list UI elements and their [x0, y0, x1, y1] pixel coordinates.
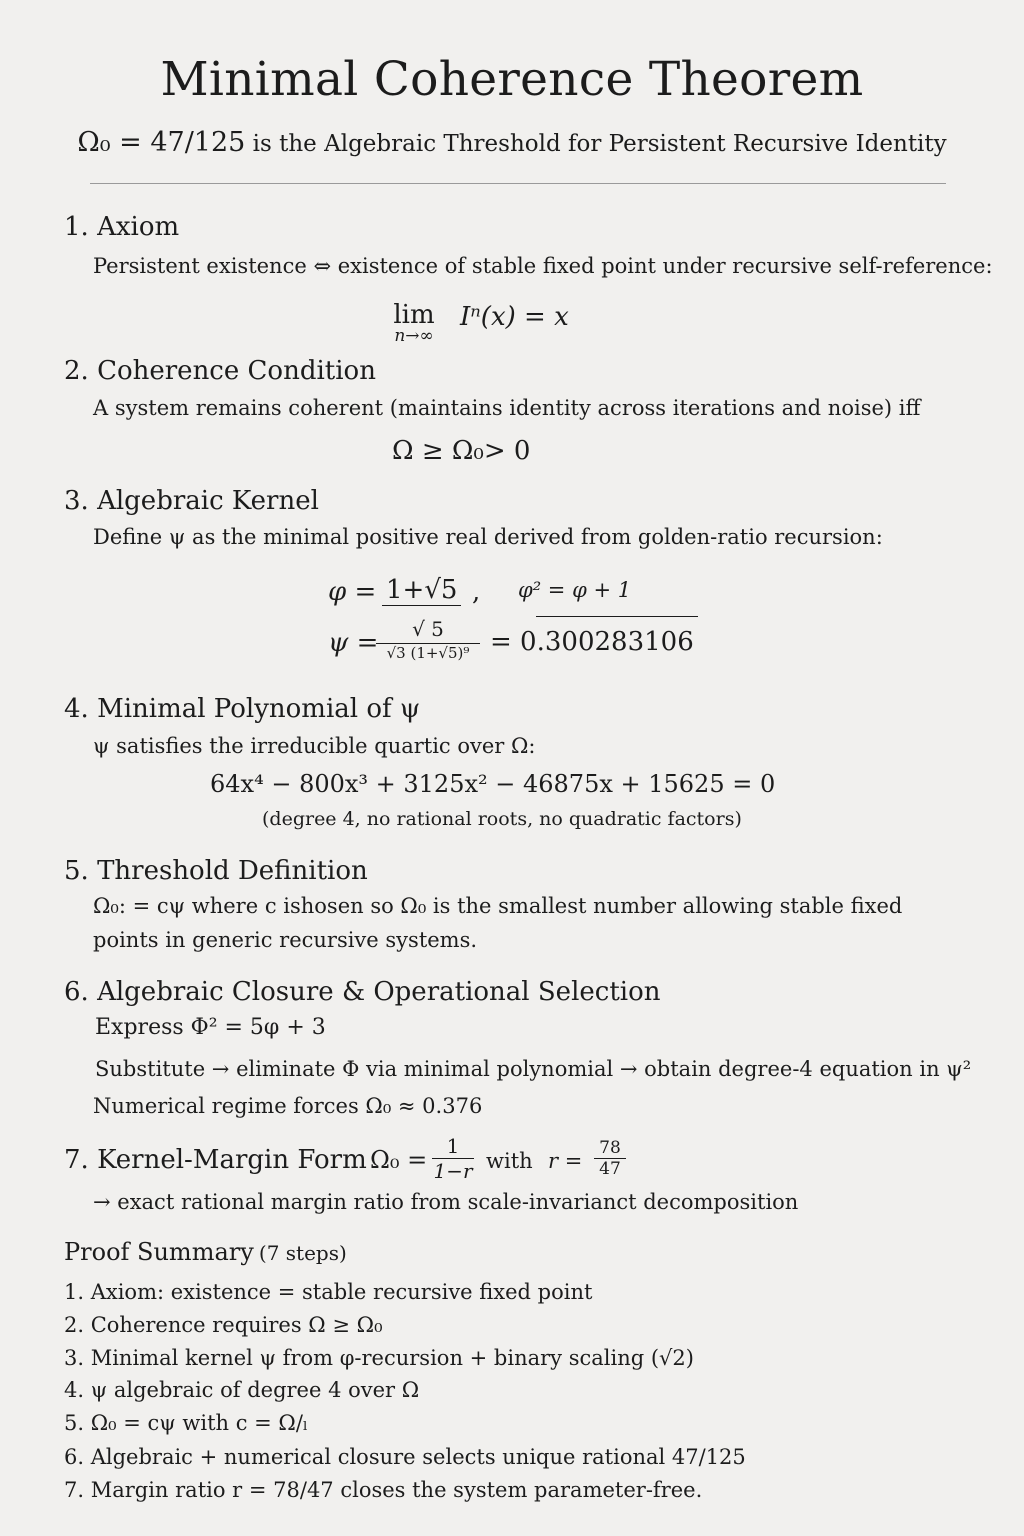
section-1-text: Persistent existence ⇔ existence of stable fixed point under recursive self-reference: [93, 254, 993, 278]
proof-step-3: 3. Minimal kernel ψ from φ-recursion + binary scaling (√2) [64, 1346, 694, 1370]
subtitle-equation: Ω₀ = 47/125 [77, 127, 246, 158]
kernel-margin-with: with [486, 1149, 533, 1173]
proof-heading [64, 1238, 347, 1266]
section-7-heading: 7. Kernel-Margin Form [64, 1145, 367, 1175]
section-4-heading: 4. Minimal Polynomial of ψ [64, 694, 421, 724]
section-4-text: ψ satisfies the irreducible quartic over Ω: [93, 734, 536, 758]
axiom-formula: Iⁿ(x) = x [460, 302, 569, 332]
proof-heading-title: Proof Summary [64, 1238, 254, 1266]
limit-label: lim [393, 300, 435, 330]
proof-step-2: 2. Coherence requires Ω ≥ Ω₀ [64, 1313, 383, 1337]
quartic-note: (degree 4, no rational roots, no quadratic factors) [262, 808, 742, 830]
section-6-line-3: Numerical regime forces Ω₀ ≈ 0.376 [93, 1094, 483, 1118]
proof-heading-note: (7 steps) [258, 1241, 347, 1265]
kernel-margin-denominator: 1−r [433, 1159, 473, 1183]
proof-step-7: 7. Margin ratio r = 78/47 closes the system parameter-free. [64, 1478, 703, 1502]
proof-step-1: 1. Axiom: existence = stable recursive fixed point [64, 1280, 593, 1304]
psi-numerator: √ 5 [376, 617, 480, 644]
kernel-margin-fraction [432, 1134, 474, 1183]
limit-operator [384, 300, 444, 346]
kernel-margin-numerator: 1 [432, 1134, 474, 1159]
proof-step-5: 5. Ω₀ = cψ with c = Ω/ₗ [64, 1411, 309, 1435]
subtitle-text: is the Algebraic Threshold for Persistent Recursive Identity [252, 131, 947, 157]
section-1-heading: 1. Axiom [64, 212, 180, 242]
section-2-text: A system remains coherent (maintains identity across iterations and noise) iff [93, 396, 921, 420]
proof-step-6: 6. Algebraic + numerical closure selects unique rational 47/125 [64, 1445, 746, 1469]
title-divider [90, 183, 946, 184]
r-denominator: 47 [599, 1159, 621, 1179]
section-2-heading: 2. Coherence Condition [64, 356, 376, 386]
section-3-heading: 3. Algebraic Kernel [64, 486, 319, 516]
kernel-margin-lhs: Ω₀ = [370, 1146, 428, 1174]
psi-value: = 0.300283106 [490, 627, 694, 657]
coherence-formula: Ω ≥ Ω₀> 0 [392, 436, 531, 466]
phi-numerator: 1+√5 [382, 575, 461, 606]
section-6-heading: 6. Algebraic Closure & Operational Selection [64, 977, 661, 1007]
r-lhs: r = [548, 1149, 583, 1173]
quartic-formula: 64x⁴ − 800x³ + 3125x² − 46875x + 15625 = 0 [210, 770, 776, 798]
overline-rule [536, 616, 698, 617]
psi-denominator: √3 (1+√5)⁹ [386, 644, 470, 662]
section-5-line-1: Ω₀: = cψ where c ishosen so Ω₀ is the smallest number allowing stable fixed [93, 894, 903, 918]
section-5-line-2: points in generic recursive systems. [93, 928, 478, 952]
r-numerator: 78 [594, 1138, 626, 1159]
phi-comma: , [472, 577, 481, 607]
phi-squared-formula: φ² = φ + 1 [518, 578, 632, 602]
section-3-text: Define ψ as the minimal positive real derived from golden-ratio recursion: [93, 525, 883, 549]
psi-lhs: ψ = [328, 628, 379, 658]
section-7-line-2: → exact rational margin ratio from scale-invarianct decomposition [93, 1190, 799, 1214]
r-fraction [594, 1138, 626, 1179]
section-6-line-2: Substitute → eliminate Φ via minimal polynomial → obtain degree-4 equation in ψ² [95, 1057, 972, 1081]
subtitle [0, 127, 1024, 158]
psi-fraction [376, 617, 480, 662]
section-6-line-1: Express Φ² = 5φ + 3 [95, 1015, 326, 1040]
limit-subscript: n→∞ [394, 326, 434, 346]
phi-lhs: φ = [328, 577, 377, 607]
page-title: Minimal Coherence Theorem [160, 52, 864, 107]
section-5-heading: 5. Threshold Definition [64, 856, 368, 886]
proof-step-4: 4. ψ algebraic of degree 4 over Ω [64, 1378, 420, 1402]
